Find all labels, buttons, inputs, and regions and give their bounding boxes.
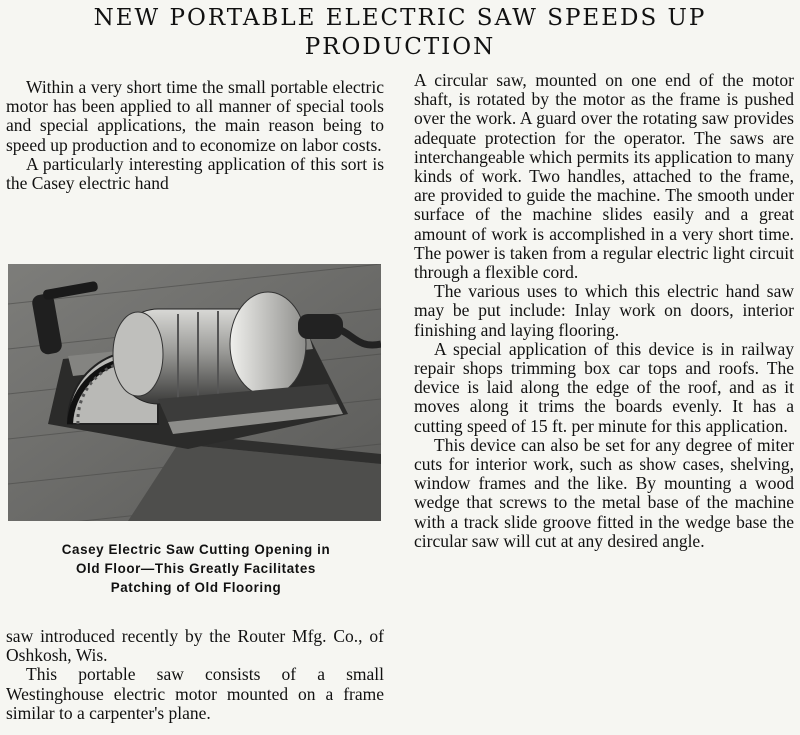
paragraph-intro: Within a very short time the small portable electric motor has been applied to all manner of special tools and special applications, the main reason being to speed up production and to economize on labor costs.	[6, 77, 384, 155]
paragraph-circular-saw: A circular saw, mounted on one end of the motor shaft, is rotated by the motor as the frame is pushed over the work. A guard over the rotating saw provides adequate protection for the operator. The saws are interchangeable which permits its application to many kinds of work. Two handles, attached to the frame, are provided to guide the machine. The smooth under surface of the machine slides easily and a great amount of work is accomplished in a very short time. The power is taken from a regular electric light circuit through a flexible cord.	[414, 70, 794, 283]
caption-line-1: Casey Electric Saw Cutting Opening in	[61, 542, 331, 557]
title-line-2: PRODUCTION	[304, 34, 496, 60]
paragraph-application-end: saw introduced recently by the Router Mfg. Co., of Oshkosh, Wis.	[6, 626, 384, 666]
caption-line-3: Patching of Old Flooring	[110, 580, 282, 595]
paragraph-uses: The various uses to which this electric hand saw may be put include: Inlay work on doors, interior finishing and laying flooring.	[414, 281, 794, 340]
left-column-top	[6, 78, 384, 193]
caption-line-2: Old Floor—This Greatly Facilitates	[76, 561, 316, 576]
paragraph-application-start: A particularly interesting application of this sort is the Casey electric hand	[6, 153, 384, 194]
article-title	[0, 4, 800, 62]
figure-caption	[0, 540, 392, 597]
right-column	[414, 71, 794, 551]
title-line-1: NEW PORTABLE ELECTRIC SAW SPEEDS UP	[93, 5, 707, 31]
paragraph-miter-cuts: This device can also be set for any degree of miter cuts for interior work, such as show cases, shelving, window frames and the like. By mounting a wood wedge that screws to the metal base of the machine with a track slide groove fitted in the wedge base the circular saw will cut at any desired angle.	[414, 434, 794, 551]
electric-saw-photo	[8, 264, 381, 521]
left-column-bottom	[6, 627, 384, 723]
paragraph-railway: A special application of this device is in railway repair shops trimming box car tops and roofs. The device is laid along the edge of the roof, and as it moves along it trims the boards evenly. It has a cutting speed of 15 ft. per minute for this application.	[414, 338, 794, 436]
electric-saw-illustration	[8, 264, 381, 521]
paragraph-description: This portable saw consists of a small Westinghouse electric motor mounted on a frame similar to a carpenter's plane.	[6, 664, 384, 723]
